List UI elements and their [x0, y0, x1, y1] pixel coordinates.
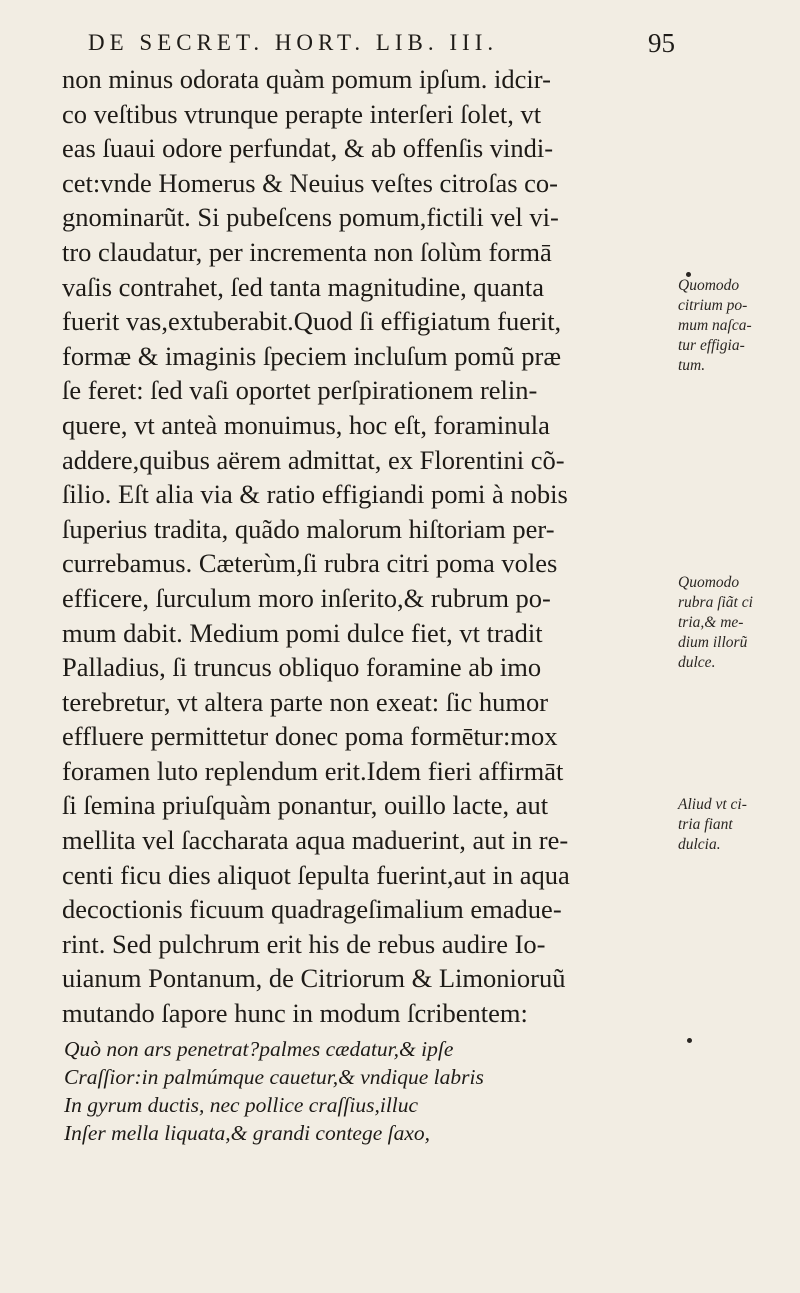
- text-line: ſilio. Eſt alia via & ratio effigiandi pomi à nobis: [62, 479, 568, 510]
- margin-note-line: tria,& me-: [678, 614, 744, 631]
- margin-note-line: rubra ſiãt ci: [678, 594, 753, 611]
- page-number: 95: [648, 28, 675, 58]
- margin-note-line: dulcia.: [678, 836, 721, 853]
- margin-note-aliud-dulcia: [678, 795, 790, 855]
- margin-note-line: tria fiant: [678, 816, 733, 833]
- running-head: [88, 30, 688, 64]
- text-line: terebretur, vt altera parte non exeat: ſic humor: [62, 686, 549, 717]
- margin-note-quomodo-rubra: [678, 573, 790, 673]
- text-line: rint. Sed pulchrum erit his de rebus audire Io-: [62, 928, 546, 959]
- text-line: Palladius, ſi truncus obliquo foramine ab imo: [62, 652, 542, 683]
- verse-line: Quò non ars penetrat?palmes cædatur,& ipſe: [64, 1036, 454, 1061]
- text-line: mellita vel ſaccharata aqua maduerint, aut in re-: [62, 825, 569, 856]
- text-line: cet:vnde Homerus & Neuius veſtes citroſas co-: [62, 167, 558, 198]
- margin-note-line: Quomodo: [678, 574, 740, 591]
- margin-mark-dot: [687, 1038, 692, 1043]
- text-line: vaſis contrahet, ſed tanta magnitudine, quanta: [62, 271, 544, 302]
- text-line: mum dabit. Medium pomi dulce fiet, vt tradit: [62, 617, 543, 648]
- margin-note-line: citrium po-: [678, 297, 748, 314]
- text-line: uianum Pontanum, de Citriorum & Limonioruũ: [62, 963, 566, 994]
- margin-note-line: tur effigia-: [678, 337, 745, 354]
- margin-note-line: tum.: [678, 357, 706, 374]
- verse-line: In gyrum ductis, nec pollice craſſius,illuc: [64, 1092, 419, 1117]
- running-head-title: DE SECRET. HORT. LIB. III.: [88, 30, 499, 55]
- text-line: eas ſuaui odore perfundat, & ab offenſis vindi-: [62, 133, 554, 164]
- margin-note-line: Aliud vt ci-: [678, 796, 747, 813]
- text-line: ſi ſemina priuſquàm ponantur, ouillo lacte, aut: [62, 790, 549, 821]
- margin-note-line: Quomodo: [678, 277, 740, 294]
- text-line: tro claudatur, per incrementa non ſolùm formā: [62, 236, 552, 267]
- text-line: effluere permittetur donec poma formētur:mox: [62, 721, 558, 752]
- text-line: foramen luto replendum erit.Idem fieri affirmāt: [62, 755, 564, 786]
- text-line: centi ficu dies aliquot ſepulta fuerint,aut in aqua: [62, 859, 570, 890]
- text-line: efficere, ſurculum moro inſerito,& rubrum po-: [62, 582, 551, 613]
- text-line: ſe feret: ſed vaſi oportet perſpirationem relin-: [62, 375, 538, 406]
- body-text: [62, 62, 652, 1147]
- text-line: non minus odorata quàm pomum ipſum. idcir-: [62, 64, 551, 94]
- text-line: ſuperius tradita, quãdo malorum hiſtoriam per-: [62, 513, 555, 544]
- text-line: quere, vt anteà monuimus, hoc eſt, foraminula: [62, 409, 550, 440]
- text-line: gnominarũt. Si pubeſcens pomum,fictili vel vi-: [62, 202, 559, 233]
- verse-line: Inſer mella liquata,& grandi contege ſaxo,: [64, 1120, 431, 1145]
- text-line: co veſtibus vtrunque perapte interſeri ſolet, vt: [62, 98, 542, 129]
- text-line: currebamus. Cæterùm,ſi rubra citri poma voles: [62, 548, 558, 579]
- margin-note-line: mum naſca-: [678, 317, 752, 334]
- text-line: decoctionis ficuum quadrageſimalium emadue-: [62, 894, 562, 925]
- text-line: fuerit vas,extuberabit.Quod ſi effigiatum fuerit,: [62, 306, 562, 337]
- margin-note-line: dium illorũ: [678, 634, 748, 651]
- verse-line: Craſſior:in palmúmque cauetur,& vndique labris: [64, 1064, 484, 1089]
- text-line: mutando ſapore hunc in modum ſcribentem:: [62, 998, 528, 1029]
- text-line: formæ & imaginis ſpeciem incluſum pomũ præ: [62, 340, 562, 371]
- margin-note-quomodo-effigiatum: [678, 276, 790, 376]
- margin-note-line: dulce.: [678, 654, 716, 671]
- text-line: addere,quibus aërem admittat, ex Florentini cõ-: [62, 444, 565, 475]
